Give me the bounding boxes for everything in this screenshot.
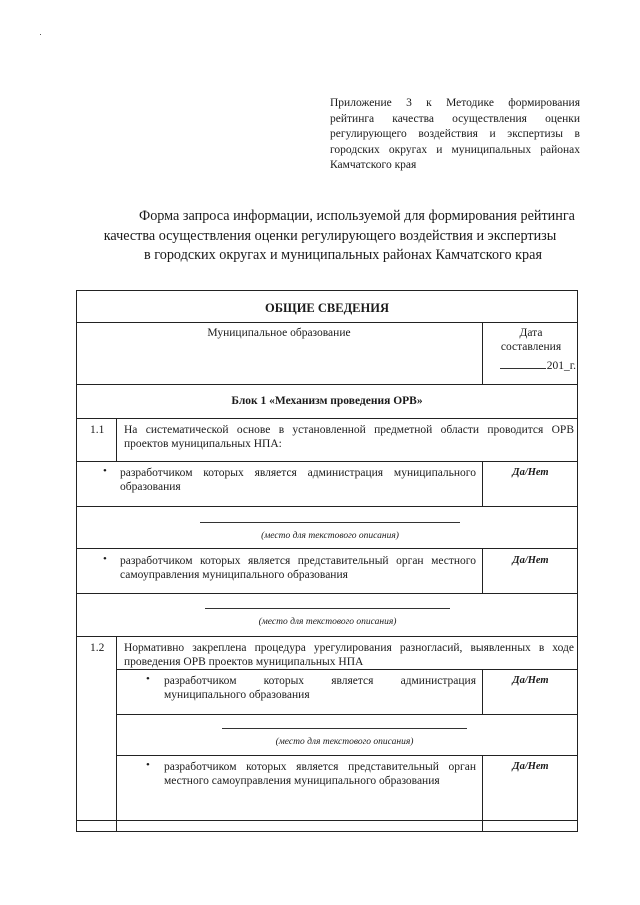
bullet-icon: •: [146, 759, 150, 771]
row-divider: [76, 506, 578, 507]
text-description-line: [200, 522, 460, 523]
yes-no-answer: Да/Нет: [512, 675, 549, 686]
date-field: [486, 358, 576, 373]
col-divider: [482, 322, 483, 384]
form-title-line-3: в городских округах и муниципальных районах Камчатского края: [144, 247, 542, 263]
item-number: 1.2: [90, 642, 105, 654]
yes-no-answer: Да/Нет: [512, 761, 549, 772]
row-divider: [76, 418, 578, 419]
row-divider: [116, 755, 578, 756]
row-divider: [76, 322, 578, 323]
appendix-line-4: городских округах и муниципальных районах: [330, 143, 580, 156]
row-divider: [76, 384, 578, 385]
form-title-line-2: качества осуществления оценки регулирующего воздействия и экспертизы: [103, 227, 557, 244]
appendix-line-3: регулирующего воздействия и экспертизы в: [330, 128, 580, 140]
row-divider: [116, 669, 578, 670]
bullet-icon: •: [146, 673, 150, 685]
general-info-header: ОБЩИЕ СВЕДЕНИЯ: [264, 301, 389, 315]
date-label: Дата составления: [500, 327, 562, 353]
row-divider: [76, 461, 578, 462]
item-number: 1.1: [90, 424, 105, 436]
item-text: На систематической основе в установленной предметной области проводится ОРВ проектов муниципальных НПА:: [124, 424, 574, 450]
row-divider: [76, 636, 578, 637]
appendix-line-1: Приложение 3 к Методике формирования: [330, 97, 580, 109]
form-title-line-1: Форма запроса информации, используемой для формирования рейтинга: [139, 208, 575, 224]
bullet-text: разработчиком которых является представительный орган местного самоуправления муниципального образования: [120, 555, 476, 581]
yes-no-answer: Да/Нет: [512, 555, 549, 566]
text-description-placeholder: (место для текстового описания): [261, 531, 399, 541]
yes-no-answer: Да/Нет: [512, 467, 549, 478]
municipality-label: Муниципальное образование: [207, 327, 351, 339]
text-description-placeholder: (место для текстового описания): [258, 617, 397, 627]
appendix-line-2: рейтинга качества осуществления оценки: [330, 112, 580, 125]
text-description-placeholder: (место для текстового описания): [275, 737, 414, 747]
row-divider: [116, 714, 578, 715]
form-title: [60, 207, 620, 266]
bullet-text: разработчиком которых является представительный орган местного самоуправления муниципального образования: [164, 761, 476, 787]
appendix-note: [330, 96, 580, 174]
appendix-line-5: Камчатского края: [330, 159, 417, 171]
date-blank-line: [500, 358, 546, 369]
row-divider: [76, 593, 578, 594]
item-text: Нормативно закреплена процедура урегулирования разногласий, выявленных в ходе проведения ОРВ проектов муниципальных НПА: [124, 642, 574, 668]
block1-header: Блок 1 «Механизм проведения ОРВ»: [231, 395, 423, 407]
bullet-icon: •: [103, 553, 107, 565]
col-divider: [116, 418, 117, 461]
scan-speck: [40, 34, 41, 35]
row-divider: [76, 820, 578, 821]
col-divider: [116, 636, 117, 832]
text-description-line: [222, 728, 467, 729]
bullet-icon: •: [103, 465, 107, 477]
bullet-text: разработчиком которых является администрация муниципального образования: [164, 675, 476, 701]
date-suffix: 201_г.: [546, 360, 576, 372]
bullet-text: разработчиком которых является администрация муниципального образования: [120, 467, 476, 493]
row-divider: [76, 548, 578, 549]
text-description-line: [205, 608, 450, 609]
